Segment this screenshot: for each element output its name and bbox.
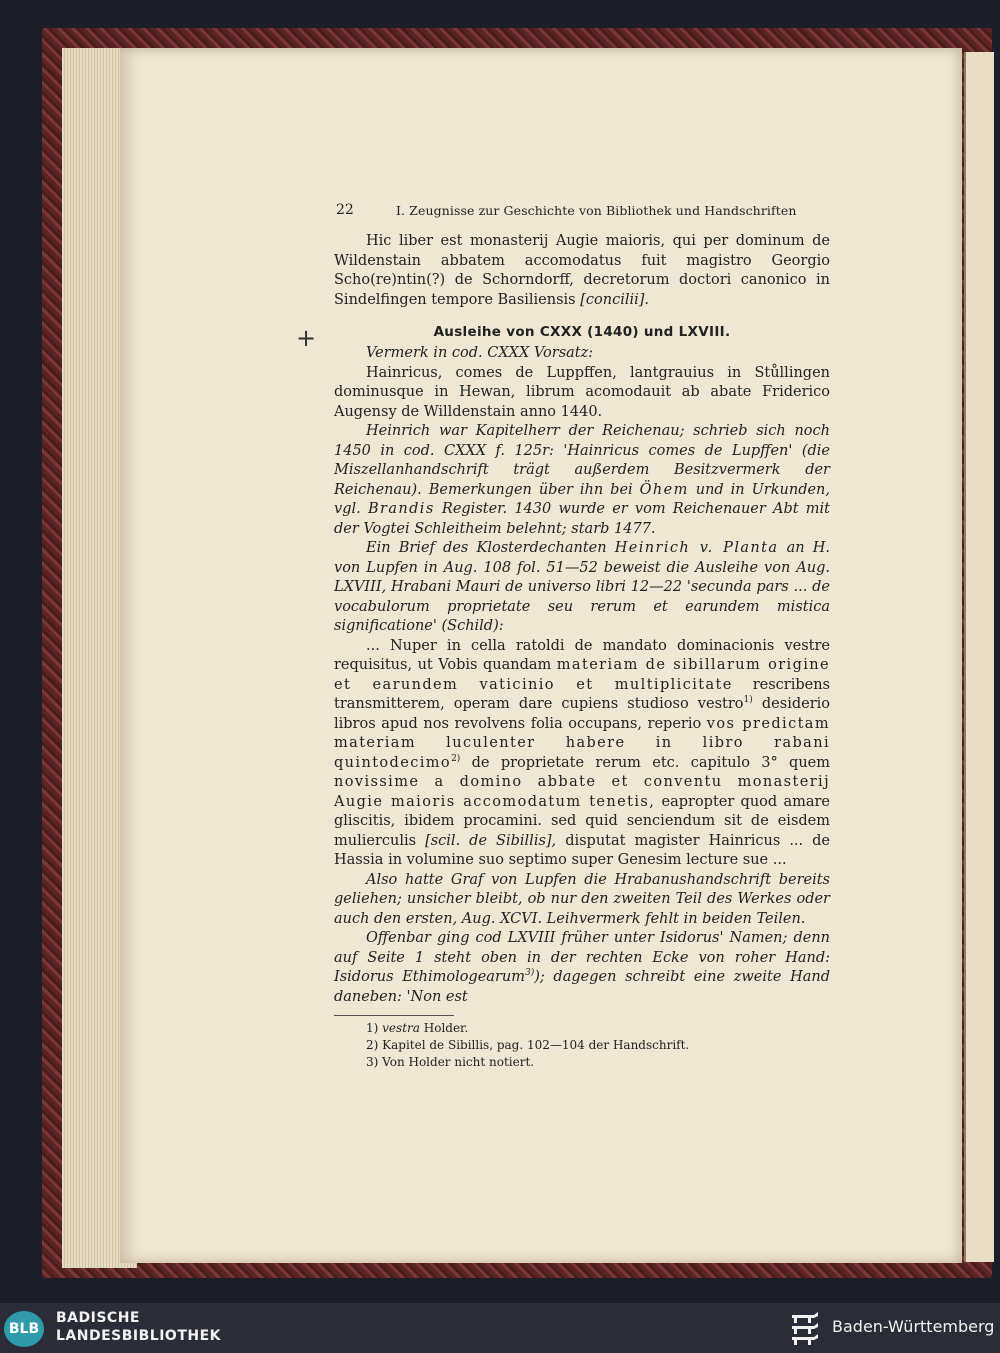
blb-logo[interactable]: BLB — [4, 1311, 44, 1347]
footnote-3: 3) Von Holder nicht notiert. — [366, 1055, 535, 1069]
note-paragraph-4: Offenbar ging cod LXVIII früher unter Isidorus' Namen; denn auf Seite 1 steht oben in der rechten Ecke von roher Hand: Isidorus Ethimologearum$^{3)}$); dagegen schreibt eine zweite Hand daneben: 'Non est — [334, 930, 830, 1005]
hainricus-paragraph: Hainricus, comes de Luppffen, lantgrauius in Stůllingen dominusque in Hewan, librum acomodauit ab abate Friderico Augensy de Willdenstain anno 1440. — [334, 364, 830, 420]
note-paragraph-2: Ein Brief des Klosterdechanten Heinrich v. Planta an H. von Lupfen in Aug. 108 fol. 51—52 beweist die Ausleihe von Aug. LXVIII, Hrabani Mauri de universo libri 12—22 'secunda pars ... de vocabulorum proprietate seu rerum et earundem mistica significatione' (Schild): — [334, 540, 830, 634]
vermerk-line: Vermerk in cod. CXXX Vorsatz: — [366, 345, 594, 361]
footnote-ref-1: 1) — [743, 695, 753, 706]
letter-quote: ... Nuper in cella ratoldi de mandato dominacionis vestre requisitus, ut Vobis quandam materiam de sibillarum origine et earundem vaticinio et multiplicitate rescribens transmitterem, operam dare cupiens studioso vestro$^{1)}$ desiderio libros apud nos revolvens folia occupans, reperio vos predictam materiam luculenter habere in libro rabani quintodecimo$^{2)}$ de proprietate rerum etc. capitulo 3° quem novissime a domino abbate et conventu monasterij Augie maioris accomodatum tenetis, eapropter quod amare gliscitis, ibidem procamini. sed quid senciendum sit de eisdem mulierculis [scil. de Sibillis], disputat magister Hainricus ... de Hassia in volumine suo septimo super Genesim lecture sue ... — [334, 637, 831, 868]
page-number: 22 — [336, 202, 354, 218]
section-heading: Ausleihe von CXXX (1440) und LXVIII. — [433, 324, 731, 340]
footnote-2: 2) Kapitel de Sibillis, pag. 102—104 der Handschrift. — [366, 1038, 690, 1052]
page-content — [334, 200, 830, 1071]
viewer-footer-bar — [0, 1303, 1000, 1353]
note-paragraph-3: Also hatte Graf von Lupfen die Hrabanushandschrift bereits geliehen; unsicher bleibt, ob nur den zweiten Teil des Werkes oder auch den ersten, Aug. XCVI. Leihvermerk fehlt in beiden Teilen. — [334, 871, 830, 927]
footnote-ref-2: 2) — [451, 753, 461, 764]
blb-name[interactable]: BADISCHE LANDESBIBLIOTHEK — [56, 1310, 222, 1344]
facing-page-edge — [964, 52, 994, 1262]
note-paragraph-1: Heinrich war Kapitelherr der Reichenau; schrieb sich noch 1450 in cod. CXXX f. 125r: 'Hainricus comes de Lupffen' (die Miszellanhandschrift trägt außerdem Besitzvermerk der Reichenau). Bemerkungen über ihn bei Öhem und in Urkunden, vgl. Brandis Register. 1430 wurde er vom Reichenauer Abt mit der Vogtei Schleitheim belehnt; starb 1477. — [334, 423, 831, 537]
footnote-ref-3: 3) — [524, 968, 535, 979]
running-head — [334, 200, 830, 222]
intro-paragraph: Hic liber est monasterij Augie maioris, qui per dominum de Wildenstain abbatem accomodatus fuit magistro Georgio Scho(re)ntin(?) de Schorndorff, decretorum doctori canonico in Sindelfingen tempore Basiliensis [concilii]. — [334, 233, 830, 308]
lions-emblem-icon — [788, 1309, 822, 1347]
bw-name[interactable]: Baden-Württemberg — [832, 1317, 995, 1336]
footnote-1: 1) vestra Holder. — [366, 1021, 469, 1035]
margin-plus-mark: + — [296, 324, 317, 352]
running-title: I. Zeugnisse zur Geschichte von Bibliothek und Handschriften — [396, 203, 797, 218]
